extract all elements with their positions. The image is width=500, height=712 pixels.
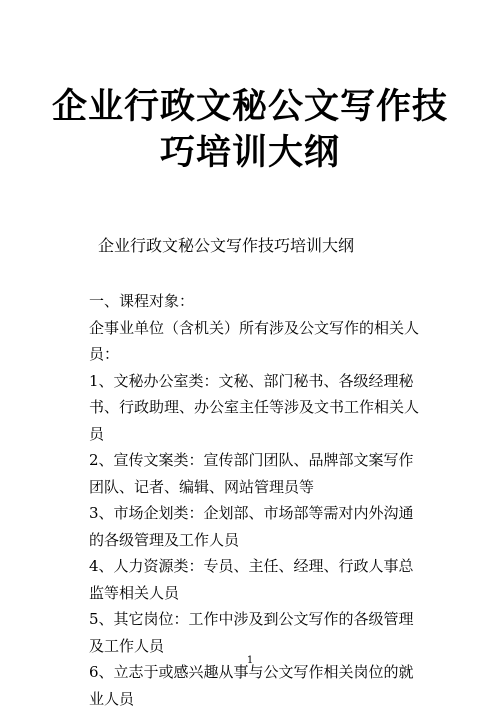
list-item: 5、其它岗位：工作中涉及到公文写作的各级管理及工作人员 [89, 610, 414, 655]
list-item: 4、人力资源类：专员、主任、经理、行政人事总监等相关人员 [89, 557, 414, 602]
document-subtitle: 企业行政文秘公文写作技巧培训大纲 [98, 236, 355, 255]
list-item: 6、立志于或感兴趣从事与公文写作相关岗位的就业人员 [89, 663, 414, 708]
paragraph: 企事业单位（含机关）所有涉及公文写作的相关人 员： [89, 318, 420, 363]
list-item: 1、文秘办公室类：文秘、部门秘书、各级经理秘书、行政助理、办公室主任等涉及文书工作相关人员 [89, 371, 420, 443]
section-heading: 一、课程对象： [89, 292, 195, 310]
list-item: 3、市场企划类：企划部、市场部等需对内外沟通的各级管理及工作人员 [89, 504, 414, 549]
title-line-2: 巧培训大纲 [159, 132, 340, 173]
document-title [0, 84, 500, 176]
document-body [89, 288, 425, 712]
title-line-1: 企业行政文秘公文写作技 [51, 86, 448, 127]
page-number: 1 [246, 655, 254, 666]
list-item: 2、宣传文案类：宣传部门团队、品牌部文案写作团队、记者、编辑、网站管理员等 [89, 451, 414, 496]
